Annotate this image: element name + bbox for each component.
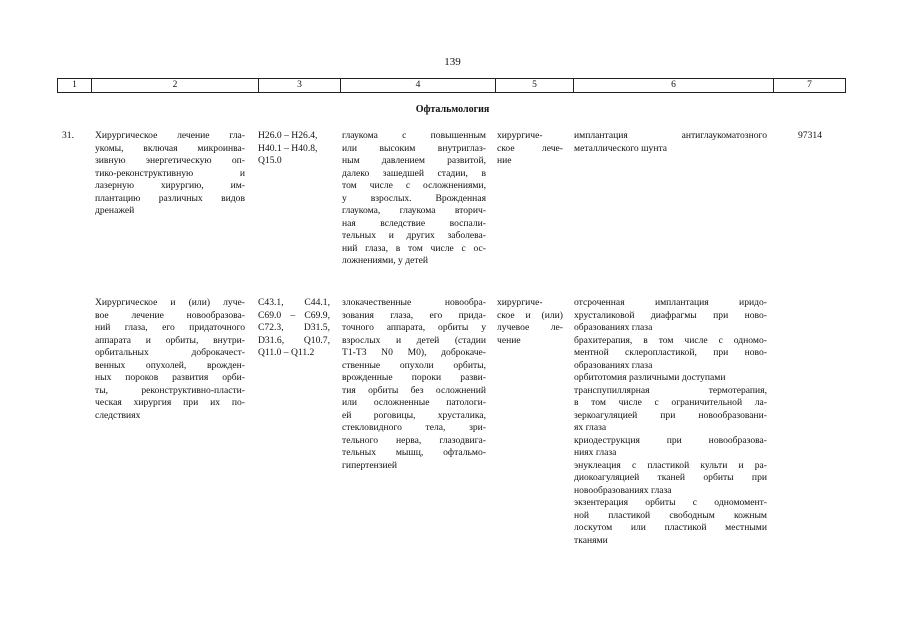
column-header-7: 7 [774, 79, 846, 92]
text-line: брахитерапия, в том числе с одномо- [574, 334, 767, 346]
text-line: лоскутом или пластикой местными [574, 522, 767, 533]
column-header-3: 3 [259, 79, 341, 92]
text-line: чение [497, 334, 521, 346]
text-line: новообразованиях глаза [574, 484, 672, 496]
text-line: лазерную хирургию, им- [95, 180, 245, 191]
text-line: гипертензией [342, 459, 398, 471]
text-line: или высоким внутриглаз- [342, 142, 486, 154]
text-line: ниях глаза [574, 447, 617, 458]
page-number: 139 [444, 56, 461, 68]
text-line: хирургиче- [497, 297, 543, 308]
row-1-diagnosis [342, 130, 486, 268]
text-line: далеко зашедшей стадии, в [342, 167, 486, 179]
text-line: H40.1 – H40.8, [258, 142, 318, 154]
text-line: тканями [574, 534, 608, 546]
text-line: энуклеация с пластикой культи и ра- [574, 459, 767, 471]
text-line: образованиях глаза [574, 359, 653, 371]
text-line: глаукома с повышенным [342, 130, 486, 141]
text-line: ях глаза [574, 422, 607, 433]
text-line: ние [497, 155, 512, 166]
text-line: в том числе с ограничительной ла- [574, 397, 767, 408]
text-line: H26.0 – H26.4, [258, 130, 318, 141]
text-line: вое лечение новообразова- [95, 309, 245, 321]
text-line: криодеструкция при новообразова- [574, 434, 767, 446]
text-line: лучевое ле- [497, 322, 563, 333]
text-line: ское и (или) [497, 309, 563, 321]
column-header-4: 4 [341, 79, 496, 92]
text-line: взрослых и детей (стадии [342, 334, 486, 346]
column-header-5: 5 [496, 79, 574, 92]
text-line: ний глаза, его придаточного [95, 322, 245, 333]
row-number: 31. [62, 130, 74, 141]
text-line: ческая хирургия при их по- [95, 397, 245, 408]
text-line: экзентерация орбиты с одномомент- [574, 497, 767, 508]
text-line: точного аппарата, орбиты у [342, 322, 486, 333]
text-line: глаукома, глаукома вторич- [342, 205, 486, 216]
row-2-care-type [95, 297, 245, 422]
text-line: хирургиче- [497, 130, 543, 141]
text-line: транспупиллярная термотерапия, [574, 384, 767, 396]
text-line: C69.0 – C69.9, [258, 309, 330, 321]
text-line: T1-T3 N0 M0), доброкаче- [342, 347, 486, 358]
text-line: тельных мышц, офтальмо- [342, 447, 486, 458]
text-line: ское лече- [497, 142, 563, 154]
text-line: Q15.0 [258, 155, 282, 166]
text-line: дренажей [95, 205, 135, 216]
text-line: у взрослых. Врожденная [342, 192, 486, 204]
text-line: C43.1, C44.1, [258, 297, 330, 308]
text-line: имплантация антиглаукоматозного [574, 130, 767, 141]
text-line: тико-реконструктивную и [95, 167, 245, 179]
text-line: укомы, включая микроинва- [95, 142, 245, 154]
text-line: ная вследствие воспали- [342, 217, 486, 229]
text-line: ной пластикой свободным кожным [574, 509, 767, 521]
row-2-diagnosis [342, 297, 486, 472]
row-2-icd-codes [258, 297, 330, 360]
row-1-cost: 97314 [798, 130, 822, 141]
text-line: тельных и других заболева- [342, 230, 486, 241]
text-line: отсроченная имплантация иридо- [574, 297, 767, 308]
text-line: венных опухолей, врожден- [95, 359, 245, 371]
text-line: ты, реконструктивно-пласти- [95, 384, 245, 396]
text-line: зования глаза, его прида- [342, 309, 486, 321]
text-line: образованиях глаза [574, 322, 653, 333]
text-line: ным давлением развитой, [342, 155, 486, 166]
text-line: или осложненные патологи- [342, 397, 486, 408]
text-line: аппарата и орбиты, внутри- [95, 334, 245, 346]
text-line: D31.6, Q10.7, [258, 334, 330, 346]
row-1-treatment-type [497, 130, 563, 168]
column-header-6: 6 [574, 79, 774, 92]
text-line: врожденные пороки разви- [342, 372, 486, 383]
section-title: Офтальмология [415, 104, 490, 115]
text-line: тия орбиты без осложнений [342, 384, 486, 396]
text-line: орбитотомия различными доступами [574, 372, 726, 383]
text-line: тельного нерва, глазодвига- [342, 434, 486, 446]
text-line: злокачественные новообра- [342, 297, 486, 308]
row-1-icd-codes [258, 130, 330, 168]
text-line: хрусталиковой диафрагмы при ново- [574, 309, 767, 321]
text-line: ей роговицы, хрусталика, [342, 409, 486, 421]
column-header-2: 2 [92, 79, 259, 92]
text-line: ний глаза, в том числе с ос- [342, 242, 486, 254]
row-2-treatment-method [574, 297, 767, 547]
text-line: стекловидного тела, зри- [342, 422, 486, 433]
text-line: ложнениями, у детей [342, 255, 428, 266]
row-2-treatment-type [497, 297, 563, 347]
text-line: металлического шунта [574, 142, 668, 154]
text-line: Хирургическое лечение гла- [95, 130, 245, 141]
text-line: ственные опухоли орбиты, [342, 359, 486, 371]
text-line: орбитальных доброкачест- [95, 347, 245, 358]
column-header-1: 1 [57, 79, 92, 92]
text-line: плантацию различных видов [95, 192, 245, 204]
text-line: Q11.0 – Q11.2 [258, 347, 315, 358]
text-line: ментной склеропластикой, при ново- [574, 347, 767, 358]
text-line: диокоагуляцией тканей орбиты при [574, 472, 767, 483]
text-line: том числе с осложнениями, [342, 180, 486, 191]
column-header-row [57, 78, 846, 93]
text-line: зеркоагуляцией при новообразовани- [574, 409, 767, 421]
text-line: следствиях [95, 409, 141, 421]
text-line: зивную энергетическую оп- [95, 155, 245, 166]
text-line: C72.3, D31.5, [258, 322, 330, 333]
text-line: ных пороков развития орби- [95, 372, 245, 383]
text-line: Хирургическое и (или) луче- [95, 297, 245, 308]
row-1-treatment-method [574, 130, 767, 155]
row-1-care-type [95, 130, 245, 218]
